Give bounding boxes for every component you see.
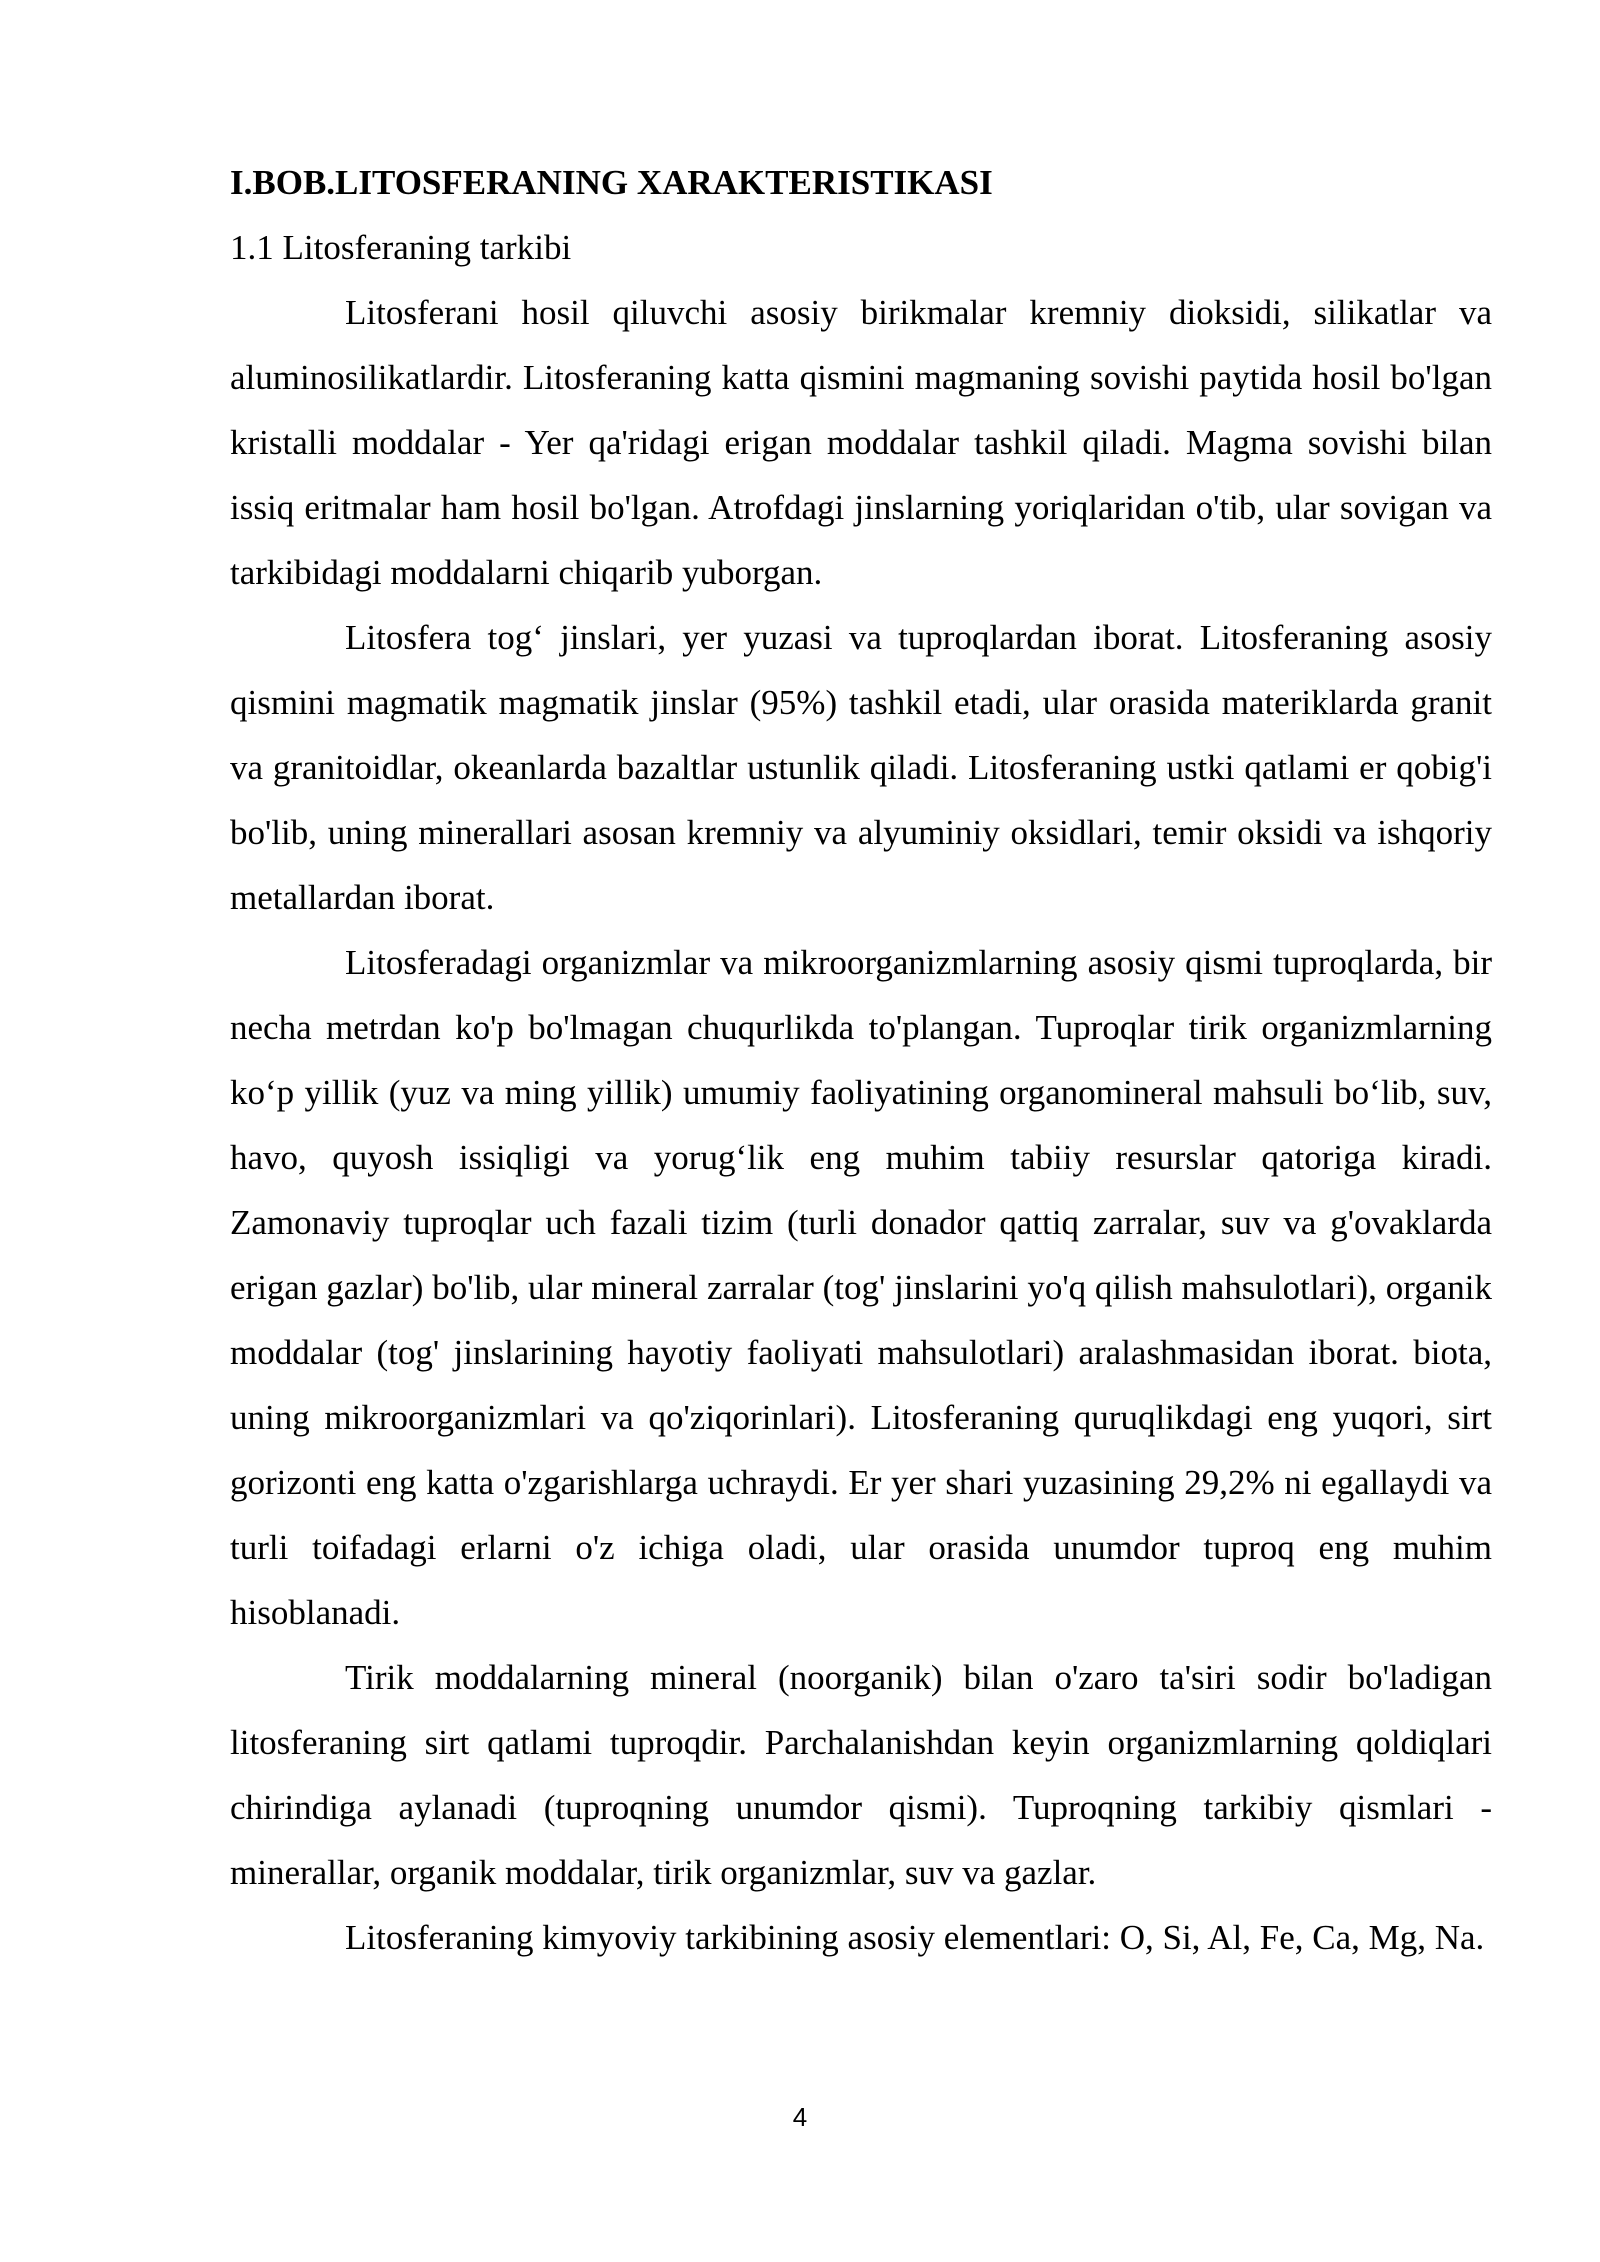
paragraph: Litosferaning kimyoviy tarkibining asosiy elementlari: O, Si, Al, Fe, Ca, Mg, Na.	[345, 1918, 1485, 1957]
page-number: 4	[792, 2102, 808, 2132]
chapter-title: I.BOB.LITOSFERANING XARAKTERISTIKASI	[230, 163, 993, 202]
paragraph: Litosfera tog‘ jinslari, yer yuzasi va tuproqlardan iborat. Litosferaning asosiy qismini magmatik magmatik jinslar (95%) tashkil etadi, ular orasida materiklarda granit va granitoidlar, okeanlarda bazaltlar ustunlik qiladi. Litosferaning ustki qatlami er qobig'i bo'lib, uning minerallari asosan kremniy va alyuminiy oksidlari, temir oksidi va ishqoriy metallardan iborat.	[230, 618, 1492, 917]
paragraph: Litosferani hosil qiluvchi asosiy birikmalar kremniy dioksidi, silikatlar va aluminosilikatlardir. Litosferaning katta qismini magmaning sovishi paytida hosil bo'lgan kristalli moddalar - Yer qa'ridagi erigan moddalar tashkil qiladi. Magma sovishi bilan issiq eritmalar ham hosil bo'lgan. Atrofdagi jinslarning yoriqlaridan o'tib, ular sovigan va tarkibidagi moddalarni chiqarib yuborgan.	[230, 293, 1492, 592]
section-title: 1.1 Litosferaning tarkibi	[230, 228, 572, 267]
paragraph: Tirik moddalarning mineral (noorganik) bilan o'zaro ta'siri sodir bo'ladigan litosferaning sirt qatlami tuproqdir. Parchalanishdan keyin organizmlarning qoldiqlari chirindiga aylanadi (tuproqning unumdor qismi). Tuproqning tarkibiy qismlari - minerallar, organik moddalar, tirik organizmlar, suv va gazlar.	[230, 1658, 1492, 1892]
paragraph: Litosferadagi organizmlar va mikroorganizmlarning asosiy qismi tuproqlarda, bir necha metrdan ko'p bo'lmagan chuqurlikda to'plangan. Tuproqlar tirik organizmlarning ko‘p yillik (yuz va ming yillik) umumiy faoliyatining organomineral mahsuli bo‘lib, suv, havo, quyosh issiqligi va yorug‘lik eng muhim tabiiy resurslar qatoriga kiradi. Zamonaviy tuproqlar uch fazali tizim (turli donador qattiq zarralar, suv va g'ovaklarda erigan gazlar) bo'lib, ular mineral zarralar (tog' jinslarini yo'q qilish mahsulotlari), organik moddalar (tog' jinslarining hayotiy faoliyati mahsulotlari) aralashmasidan iborat. biota, uning mikroorganizmlari va qo'ziqorinlari). Litosferaning quruqlikdagi eng yuqori, sirt gorizonti eng katta o'zgarishlarga uchraydi. Er yer shari yuzasining 29,2% ni egallaydi va turli toifadagi erlarni o'z ichiga oladi, ular orasida unumdor tuproq eng muhim hisoblanadi.	[230, 943, 1492, 1632]
page-body	[230, 150, 1492, 1970]
